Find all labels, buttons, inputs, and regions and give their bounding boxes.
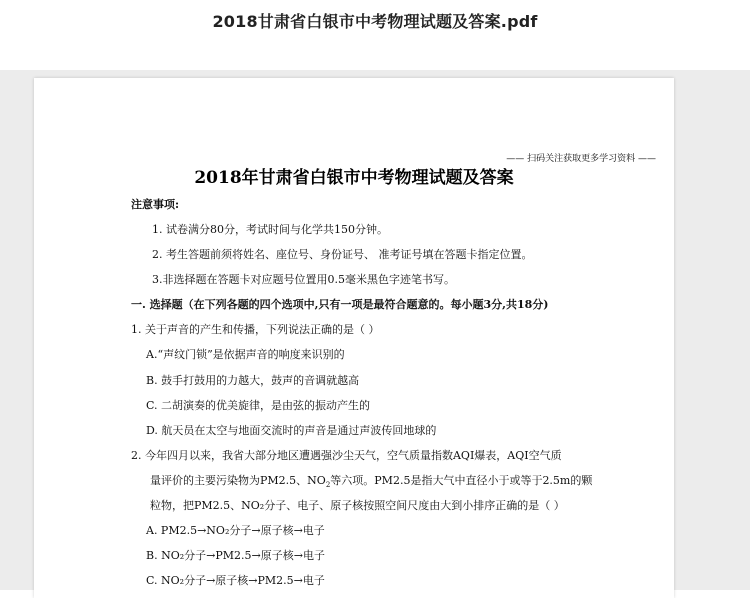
pdf-page xyxy=(34,78,674,598)
question-1-stem: 1. 关于声音的产生和传播，下列说法正确的是（ ） xyxy=(131,323,380,336)
question-2-stem-line-1: 2. 今年四月以来，我省大部分地区遭遇强沙尘天气，空气质量指数AQI爆表，AQI空气质 xyxy=(131,449,562,462)
question-1-option-c: C. 二胡演奏的优美旋律，是由弦的振动产生的 xyxy=(146,399,371,412)
question-2-stem-line-2: 量评价的主要污染物为PM2.5、$NO_2$等六项。PM2.5是指大气中直径小于或等于2.5m的颗 xyxy=(150,474,593,490)
notice-item-2: 2. 考生答题前须将姓名、座位号、身份证号、 准考证号填在答题卡指定位置。 xyxy=(152,248,533,261)
question-2-option-b: B. NO₂分子→PM2.5→原子核→电子 xyxy=(146,549,325,562)
section-heading: 一. 选择题（在下列各题的四个选项中,只有一项是最符合题意的。每小题3分,共18分) xyxy=(131,298,549,311)
question-2-stem-line-3: 粒物，把PM2.5、NO₂分子、电子、原子核按照空间尺度由大到小排序正确的是（ ） xyxy=(150,499,565,512)
notice-item-3: 3.非选择题在答题卡对应题号位置用0.5毫米黑色字迹笔书写。 xyxy=(152,273,455,286)
question-1-option-b: B. 鼓手打鼓用的力越大，鼓声的音调就越高 xyxy=(146,374,360,387)
question-2-option-c: C. NO₂分子→原子核→PM2.5→电子 xyxy=(146,574,325,587)
file-title: 2018甘肃省白银市中考物理试题及答案.pdf xyxy=(212,12,538,31)
title-bar xyxy=(0,0,750,70)
document-title: 2018年甘肃省白银市中考物理试题及答案 xyxy=(194,168,514,188)
question-2-option-a: A. PM2.5→NO₂分子→原子核→电子 xyxy=(146,524,325,537)
promo-text: —— 扫码关注获取更多学习资料 —— xyxy=(506,154,656,164)
question-1-option-d: D. 航天员在太空与地面交流时的声音是通过声波传回地球的 xyxy=(146,424,437,437)
notice-item-1: 1. 试卷满分80分，考试时间与化学共150分钟。 xyxy=(152,223,388,236)
question-1-option-a: A.“声纹门锁”是依据声音的响度来识别的 xyxy=(146,348,345,361)
notice-heading: 注意事项: xyxy=(131,198,180,211)
